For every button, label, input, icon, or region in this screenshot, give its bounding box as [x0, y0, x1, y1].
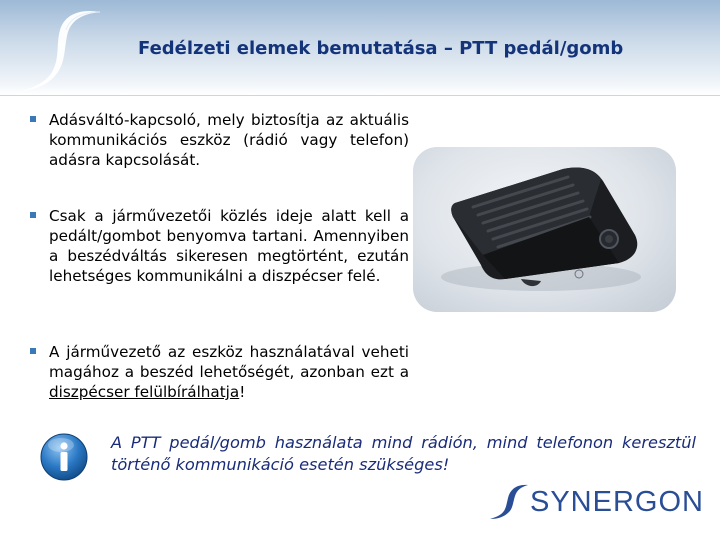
bullet-underlined-text: diszpécser felülbírálhatja [49, 383, 240, 401]
bullet-text: Csak a járművezetői közlés ideje alatt kell a pedált/gombot benyomva tartani. Amennyiben a beszédváltás sikeresen megtörtént, ezután lehetséges kommunikálni a diszpécser felé. [49, 207, 409, 285]
info-note: A PTT pedál/gomb használata mind rádión, mind telefonon keresztül történő kommunikáció esetén szükséges! [111, 433, 696, 474]
ptt-pedal-illustration [413, 147, 676, 312]
bullet-item [30, 206, 409, 286]
bullet-text: Adásváltó-kapcsoló, mely biztosítja az aktuális kommunikációs eszköz (rádió vagy telefon) adásra kapcsolását. [49, 111, 409, 169]
bullet-item [30, 110, 409, 170]
info-icon [39, 432, 89, 482]
bullet-item [30, 342, 409, 402]
header-divider [0, 95, 720, 96]
bullet-marker [30, 116, 36, 122]
brand-name: SYNERGON [530, 486, 704, 518]
bullet-text-end: ! [239, 383, 246, 401]
bullet-text [49, 343, 409, 401]
bullet-marker [30, 348, 36, 354]
ptt-pedal-photo [413, 147, 676, 312]
bullet-text-start: A járművezető az eszköz használatával veheti magához a beszéd lehetőségét, azonban ezt a [49, 343, 409, 381]
synergon-brand [488, 482, 708, 524]
bullet-marker [30, 212, 36, 218]
synergon-swoosh-logo-icon [8, 6, 108, 96]
page-title: Fedélzeti elemek bemutatása – PTT pedál/gomb [138, 38, 624, 59]
synergon-logo-icon [488, 482, 534, 522]
